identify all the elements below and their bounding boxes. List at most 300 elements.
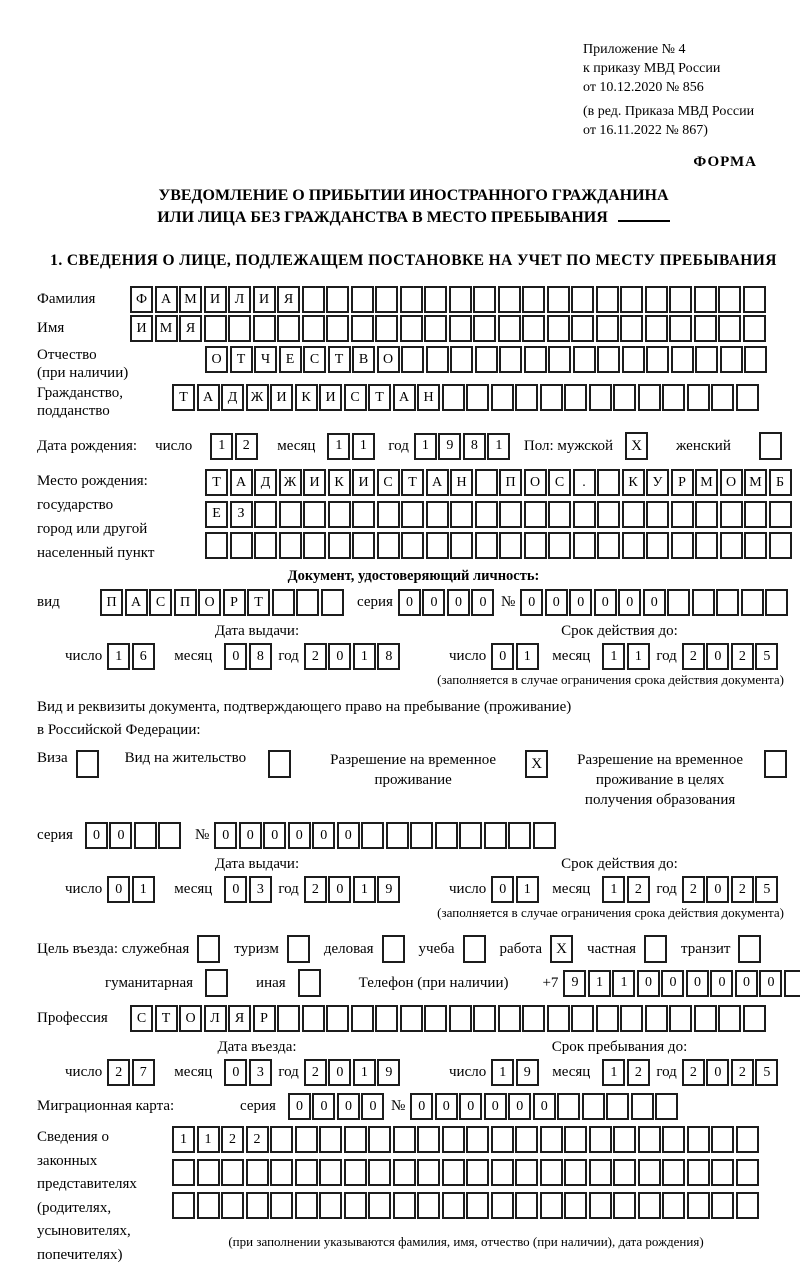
char-cell[interactable] (671, 346, 694, 373)
private-checkbox[interactable] (644, 935, 667, 963)
char-cell[interactable]: С (303, 346, 326, 373)
char-cell[interactable]: 0 (239, 822, 262, 849)
char-cell[interactable]: 0 (637, 970, 660, 997)
char-cell[interactable] (638, 1192, 661, 1219)
char-cell[interactable] (522, 1005, 545, 1032)
temp-residence-edu-checkbox[interactable] (764, 750, 787, 778)
char-cell[interactable]: 0 (312, 1093, 335, 1120)
char-cell[interactable]: 0 (398, 589, 421, 616)
char-cell[interactable]: 1 (602, 1059, 625, 1086)
char-cell[interactable] (450, 501, 473, 528)
char-cell[interactable] (230, 532, 253, 559)
char-cell[interactable]: 2 (731, 643, 754, 670)
char-cell[interactable] (548, 501, 571, 528)
char-cell[interactable] (711, 384, 734, 411)
char-cell[interactable] (270, 1159, 293, 1186)
char-cell[interactable] (662, 384, 685, 411)
char-cell[interactable]: 5 (755, 1059, 778, 1086)
char-cell[interactable] (296, 589, 319, 616)
char-cell[interactable]: Т (155, 1005, 178, 1032)
char-cell[interactable] (571, 315, 594, 342)
visa-checkbox[interactable] (76, 750, 99, 778)
char-cell[interactable]: Р (671, 469, 694, 496)
char-cell[interactable]: 0 (85, 822, 108, 849)
char-cell[interactable] (417, 1126, 440, 1153)
char-cell[interactable]: М (744, 469, 767, 496)
char-cell[interactable]: 2 (627, 1059, 650, 1086)
char-cell[interactable] (279, 532, 302, 559)
char-cell[interactable] (498, 315, 521, 342)
char-cell[interactable] (424, 1005, 447, 1032)
char-cell[interactable] (475, 469, 498, 496)
char-cell[interactable] (547, 286, 570, 313)
char-cell[interactable] (524, 501, 547, 528)
char-cell[interactable] (557, 1093, 580, 1120)
char-cell[interactable] (515, 1192, 538, 1219)
char-cell[interactable]: 0 (328, 643, 351, 670)
char-cell[interactable]: 9 (377, 1059, 400, 1086)
char-cell[interactable] (720, 532, 743, 559)
char-cell[interactable]: Т (172, 384, 195, 411)
char-cell[interactable] (442, 1192, 465, 1219)
char-cell[interactable] (466, 1159, 489, 1186)
char-cell[interactable] (344, 1159, 367, 1186)
char-cell[interactable] (319, 1159, 342, 1186)
char-cell[interactable] (524, 346, 547, 373)
char-cell[interactable] (573, 501, 596, 528)
char-cell[interactable] (270, 1126, 293, 1153)
char-cell[interactable]: 0 (491, 876, 514, 903)
char-cell[interactable] (631, 1093, 654, 1120)
char-cell[interactable]: К (622, 469, 645, 496)
char-cell[interactable]: 0 (735, 970, 758, 997)
char-cell[interactable]: 0 (508, 1093, 531, 1120)
char-cell[interactable]: 0 (661, 970, 684, 997)
char-cell[interactable] (401, 501, 424, 528)
char-cell[interactable]: И (319, 384, 342, 411)
char-cell[interactable]: 5 (755, 643, 778, 670)
char-cell[interactable] (435, 822, 458, 849)
char-cell[interactable]: 2 (304, 876, 327, 903)
char-cell[interactable] (449, 315, 472, 342)
char-cell[interactable] (711, 1192, 734, 1219)
char-cell[interactable] (270, 1192, 293, 1219)
char-cell[interactable] (442, 1159, 465, 1186)
char-cell[interactable] (228, 315, 251, 342)
char-cell[interactable] (473, 315, 496, 342)
study-checkbox[interactable] (463, 935, 486, 963)
char-cell[interactable] (606, 1093, 629, 1120)
char-cell[interactable] (393, 1126, 416, 1153)
char-cell[interactable] (172, 1159, 195, 1186)
char-cell[interactable] (662, 1192, 685, 1219)
transit-checkbox[interactable] (738, 935, 761, 963)
char-cell[interactable] (645, 315, 668, 342)
char-cell[interactable]: Я (277, 286, 300, 313)
char-cell[interactable] (744, 501, 767, 528)
char-cell[interactable] (368, 1126, 391, 1153)
char-cell[interactable]: 0 (288, 822, 311, 849)
char-cell[interactable] (368, 1159, 391, 1186)
char-cell[interactable] (515, 1126, 538, 1153)
char-cell[interactable] (466, 1192, 489, 1219)
char-cell[interactable] (687, 1159, 710, 1186)
char-cell[interactable] (498, 286, 521, 313)
char-cell[interactable] (246, 1192, 269, 1219)
char-cell[interactable]: Б (769, 469, 792, 496)
char-cell[interactable]: 8 (377, 643, 400, 670)
char-cell[interactable] (204, 315, 227, 342)
char-cell[interactable] (400, 1005, 423, 1032)
female-checkbox[interactable] (759, 432, 782, 460)
char-cell[interactable] (326, 315, 349, 342)
char-cell[interactable] (638, 384, 661, 411)
char-cell[interactable] (426, 501, 449, 528)
char-cell[interactable] (158, 822, 181, 849)
char-cell[interactable] (638, 1126, 661, 1153)
char-cell[interactable]: Ж (279, 469, 302, 496)
char-cell[interactable] (426, 532, 449, 559)
char-cell[interactable]: 1 (210, 433, 233, 460)
char-cell[interactable] (547, 1005, 570, 1032)
char-cell[interactable] (400, 286, 423, 313)
char-cell[interactable]: И (270, 384, 293, 411)
char-cell[interactable]: К (328, 469, 351, 496)
char-cell[interactable] (597, 346, 620, 373)
char-cell[interactable] (221, 1159, 244, 1186)
char-cell[interactable]: Л (204, 1005, 227, 1032)
char-cell[interactable] (669, 1005, 692, 1032)
char-cell[interactable]: 0 (569, 589, 592, 616)
char-cell[interactable]: 0 (435, 1093, 458, 1120)
char-cell[interactable] (401, 346, 424, 373)
char-cell[interactable] (491, 1192, 514, 1219)
humanitarian-checkbox[interactable] (205, 969, 228, 997)
char-cell[interactable]: 2 (682, 876, 705, 903)
char-cell[interactable] (375, 286, 398, 313)
char-cell[interactable] (417, 1192, 440, 1219)
char-cell[interactable] (393, 1159, 416, 1186)
char-cell[interactable] (662, 1159, 685, 1186)
char-cell[interactable] (302, 1005, 325, 1032)
char-cell[interactable]: 9 (377, 876, 400, 903)
char-cell[interactable]: 0 (594, 589, 617, 616)
char-cell[interactable] (687, 1126, 710, 1153)
char-cell[interactable] (351, 315, 374, 342)
char-cell[interactable] (597, 469, 620, 496)
char-cell[interactable] (377, 532, 400, 559)
char-cell[interactable] (744, 532, 767, 559)
char-cell[interactable] (524, 532, 547, 559)
char-cell[interactable] (344, 1126, 367, 1153)
char-cell[interactable]: 2 (221, 1126, 244, 1153)
char-cell[interactable] (386, 822, 409, 849)
char-cell[interactable] (303, 501, 326, 528)
char-cell[interactable] (321, 589, 344, 616)
char-cell[interactable] (473, 286, 496, 313)
char-cell[interactable]: П (100, 589, 123, 616)
char-cell[interactable] (319, 1192, 342, 1219)
char-cell[interactable] (547, 315, 570, 342)
char-cell[interactable] (716, 589, 739, 616)
char-cell[interactable]: П (499, 469, 522, 496)
char-cell[interactable]: 9 (563, 970, 586, 997)
char-cell[interactable] (449, 1005, 472, 1032)
char-cell[interactable] (645, 286, 668, 313)
char-cell[interactable]: 1 (353, 643, 376, 670)
char-cell[interactable]: А (393, 384, 416, 411)
char-cell[interactable] (589, 1159, 612, 1186)
char-cell[interactable]: 1 (172, 1126, 195, 1153)
char-cell[interactable] (548, 346, 571, 373)
char-cell[interactable]: А (125, 589, 148, 616)
char-cell[interactable]: 1 (327, 433, 350, 460)
char-cell[interactable]: 2 (235, 433, 258, 460)
char-cell[interactable] (277, 1005, 300, 1032)
char-cell[interactable] (459, 822, 482, 849)
char-cell[interactable] (466, 1126, 489, 1153)
char-cell[interactable]: 1 (353, 1059, 376, 1086)
char-cell[interactable] (442, 384, 465, 411)
business-checkbox[interactable] (382, 935, 405, 963)
char-cell[interactable] (694, 315, 717, 342)
char-cell[interactable]: 0 (328, 876, 351, 903)
char-cell[interactable] (711, 1159, 734, 1186)
char-cell[interactable]: О (205, 346, 228, 373)
char-cell[interactable]: 0 (706, 1059, 729, 1086)
char-cell[interactable]: Т (368, 384, 391, 411)
char-cell[interactable]: 0 (471, 589, 494, 616)
char-cell[interactable] (718, 1005, 741, 1032)
char-cell[interactable] (687, 384, 710, 411)
char-cell[interactable] (564, 384, 587, 411)
char-cell[interactable] (655, 1093, 678, 1120)
char-cell[interactable] (473, 1005, 496, 1032)
char-cell[interactable] (571, 286, 594, 313)
char-cell[interactable] (736, 1126, 759, 1153)
char-cell[interactable]: 1 (197, 1126, 220, 1153)
char-cell[interactable]: 1 (491, 1059, 514, 1086)
char-cell[interactable]: 0 (491, 643, 514, 670)
char-cell[interactable]: Е (279, 346, 302, 373)
char-cell[interactable] (564, 1159, 587, 1186)
tourism-checkbox[interactable] (287, 935, 310, 963)
char-cell[interactable]: У (646, 469, 669, 496)
char-cell[interactable] (692, 589, 715, 616)
char-cell[interactable]: 0 (422, 589, 445, 616)
char-cell[interactable]: А (230, 469, 253, 496)
char-cell[interactable] (540, 1126, 563, 1153)
char-cell[interactable] (613, 1159, 636, 1186)
char-cell[interactable] (401, 532, 424, 559)
char-cell[interactable]: 6 (132, 643, 155, 670)
char-cell[interactable] (393, 1192, 416, 1219)
char-cell[interactable] (205, 532, 228, 559)
char-cell[interactable] (548, 532, 571, 559)
char-cell[interactable]: С (344, 384, 367, 411)
char-cell[interactable] (671, 532, 694, 559)
char-cell[interactable]: Т (247, 589, 270, 616)
char-cell[interactable] (424, 286, 447, 313)
char-cell[interactable]: 2 (731, 876, 754, 903)
char-cell[interactable]: 2 (304, 1059, 327, 1086)
char-cell[interactable]: 1 (612, 970, 635, 997)
char-cell[interactable] (254, 501, 277, 528)
char-cell[interactable] (197, 1159, 220, 1186)
char-cell[interactable]: 2 (682, 1059, 705, 1086)
char-cell[interactable] (743, 286, 766, 313)
char-cell[interactable]: Я (228, 1005, 251, 1032)
char-cell[interactable]: С (149, 589, 172, 616)
char-cell[interactable] (622, 501, 645, 528)
char-cell[interactable] (328, 532, 351, 559)
char-cell[interactable] (344, 1192, 367, 1219)
char-cell[interactable] (295, 1126, 318, 1153)
char-cell[interactable] (326, 1005, 349, 1032)
char-cell[interactable]: П (174, 589, 197, 616)
char-cell[interactable]: Т (328, 346, 351, 373)
char-cell[interactable] (377, 501, 400, 528)
char-cell[interactable]: 1 (353, 876, 376, 903)
char-cell[interactable]: 1 (516, 876, 539, 903)
char-cell[interactable] (695, 532, 718, 559)
char-cell[interactable] (466, 384, 489, 411)
char-cell[interactable]: О (179, 1005, 202, 1032)
char-cell[interactable] (613, 1192, 636, 1219)
char-cell[interactable]: 0 (710, 970, 733, 997)
char-cell[interactable] (743, 1005, 766, 1032)
char-cell[interactable] (743, 315, 766, 342)
char-cell[interactable] (475, 501, 498, 528)
char-cell[interactable] (540, 384, 563, 411)
char-cell[interactable]: Д (254, 469, 277, 496)
char-cell[interactable] (475, 346, 498, 373)
char-cell[interactable] (736, 1192, 759, 1219)
char-cell[interactable]: С (377, 469, 400, 496)
char-cell[interactable] (622, 346, 645, 373)
char-cell[interactable] (442, 1126, 465, 1153)
char-cell[interactable]: 1 (132, 876, 155, 903)
char-cell[interactable]: Ф (130, 286, 153, 313)
char-cell[interactable]: 7 (132, 1059, 155, 1086)
char-cell[interactable]: И (303, 469, 326, 496)
char-cell[interactable] (687, 1192, 710, 1219)
char-cell[interactable]: 0 (459, 1093, 482, 1120)
char-cell[interactable]: О (720, 469, 743, 496)
char-cell[interactable]: 0 (618, 589, 641, 616)
char-cell[interactable]: 2 (304, 643, 327, 670)
char-cell[interactable] (272, 589, 295, 616)
char-cell[interactable] (450, 532, 473, 559)
char-cell[interactable] (484, 822, 507, 849)
char-cell[interactable] (695, 346, 718, 373)
char-cell[interactable] (302, 315, 325, 342)
char-cell[interactable] (667, 589, 690, 616)
char-cell[interactable]: К (295, 384, 318, 411)
char-cell[interactable]: И (253, 286, 276, 313)
char-cell[interactable] (253, 315, 276, 342)
char-cell[interactable] (671, 501, 694, 528)
char-cell[interactable] (491, 1126, 514, 1153)
char-cell[interactable] (426, 346, 449, 373)
char-cell[interactable]: Р (253, 1005, 276, 1032)
char-cell[interactable]: Р (223, 589, 246, 616)
char-cell[interactable]: 1 (487, 433, 510, 460)
char-cell[interactable] (361, 822, 384, 849)
char-cell[interactable]: Е (205, 501, 228, 528)
char-cell[interactable] (368, 1192, 391, 1219)
char-cell[interactable] (646, 501, 669, 528)
char-cell[interactable] (736, 384, 759, 411)
char-cell[interactable]: 0 (686, 970, 709, 997)
char-cell[interactable]: В (352, 346, 375, 373)
char-cell[interactable] (589, 1126, 612, 1153)
char-cell[interactable] (351, 1005, 374, 1032)
char-cell[interactable]: 0 (263, 822, 286, 849)
char-cell[interactable] (400, 315, 423, 342)
char-cell[interactable] (622, 532, 645, 559)
char-cell[interactable]: А (155, 286, 178, 313)
char-cell[interactable] (375, 1005, 398, 1032)
char-cell[interactable] (197, 1192, 220, 1219)
char-cell[interactable]: А (197, 384, 220, 411)
char-cell[interactable]: 9 (516, 1059, 539, 1086)
char-cell[interactable]: 2 (627, 876, 650, 903)
char-cell[interactable]: 0 (288, 1093, 311, 1120)
char-cell[interactable]: А (426, 469, 449, 496)
char-cell[interactable] (499, 501, 522, 528)
char-cell[interactable] (573, 346, 596, 373)
char-cell[interactable]: 1 (516, 643, 539, 670)
temp-residence-checkbox[interactable]: X (525, 750, 548, 778)
char-cell[interactable]: 3 (249, 1059, 272, 1086)
char-cell[interactable] (769, 532, 792, 559)
char-cell[interactable] (573, 532, 596, 559)
other-checkbox[interactable] (298, 969, 321, 997)
char-cell[interactable] (669, 315, 692, 342)
char-cell[interactable] (351, 286, 374, 313)
char-cell[interactable]: Ж (246, 384, 269, 411)
char-cell[interactable]: З (230, 501, 253, 528)
char-cell[interactable]: 0 (643, 589, 666, 616)
char-cell[interactable] (736, 1159, 759, 1186)
char-cell[interactable] (491, 1159, 514, 1186)
char-cell[interactable] (720, 346, 743, 373)
char-cell[interactable]: Ч (254, 346, 277, 373)
char-cell[interactable]: 0 (337, 1093, 360, 1120)
work-checkbox[interactable]: X (550, 935, 573, 963)
char-cell[interactable]: 8 (249, 643, 272, 670)
char-cell[interactable]: Н (450, 469, 473, 496)
char-cell[interactable]: М (155, 315, 178, 342)
char-cell[interactable]: 2 (682, 643, 705, 670)
char-cell[interactable] (620, 1005, 643, 1032)
char-cell[interactable]: 9 (438, 433, 461, 460)
char-cell[interactable] (638, 1159, 661, 1186)
char-cell[interactable] (295, 1192, 318, 1219)
char-cell[interactable] (589, 1192, 612, 1219)
char-cell[interactable] (515, 384, 538, 411)
char-cell[interactable]: Т (230, 346, 253, 373)
char-cell[interactable]: 1 (588, 970, 611, 997)
char-cell[interactable]: 0 (107, 876, 130, 903)
char-cell[interactable] (499, 532, 522, 559)
char-cell[interactable] (620, 286, 643, 313)
char-cell[interactable]: М (695, 469, 718, 496)
male-checkbox[interactable]: X (625, 432, 648, 460)
char-cell[interactable]: 0 (447, 589, 470, 616)
char-cell[interactable] (303, 532, 326, 559)
